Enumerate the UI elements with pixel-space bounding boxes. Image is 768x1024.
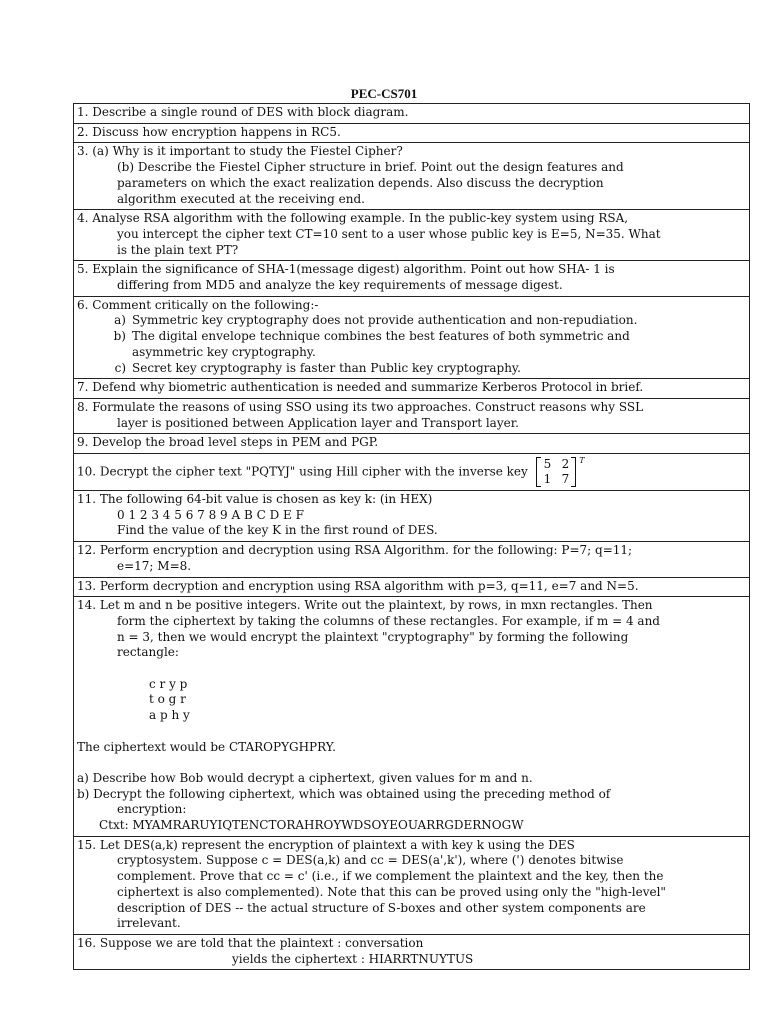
table-row — [74, 577, 750, 597]
question-15 — [74, 836, 750, 934]
question-text: 0 1 2 3 4 5 6 7 8 9 A B C D E F — [117, 507, 304, 522]
question-text: (b) Describe the Fiestel Cipher structure in brief. Point out the design features and — [117, 160, 624, 175]
table-row — [74, 104, 750, 124]
sub-item — [77, 329, 746, 345]
question-8 — [74, 398, 750, 433]
question-text: e=17; M=8. — [117, 558, 192, 573]
rectangle-row: t o g r — [149, 692, 186, 707]
rectangle-row: c r y p — [149, 676, 188, 691]
question-10 — [74, 454, 750, 491]
table-row — [74, 398, 750, 433]
question-text: encryption: — [117, 802, 187, 817]
question-12 — [74, 542, 750, 577]
question-text: ciphertext is also complemented). Note that this can be proved using only the "high-level" — [117, 884, 666, 899]
sub-item-text: Secret key cryptography is faster than Public key cryptography. — [132, 360, 521, 375]
matrix-cell: 5 — [543, 457, 552, 472]
question-text: description of DES -- the actual structure of S-boxes and other system components are — [117, 900, 646, 915]
table-row — [74, 935, 750, 970]
sub-item — [77, 345, 746, 361]
question-text: 16. Suppose we are told that the plaintext : conversation — [77, 936, 424, 950]
matrix-cell: 2 — [561, 457, 570, 472]
question-text: parameters on which the exact realization depends. Also discuss the decryption — [117, 175, 604, 190]
question-text: differing from MD5 and analyze the key requirements of message digest. — [117, 278, 563, 293]
question-11 — [74, 491, 750, 542]
table-row — [74, 210, 750, 261]
question-text: 1. Describe a single round of DES with block diagram. — [77, 105, 409, 119]
transpose-superscript: T — [579, 456, 585, 466]
table-row — [74, 261, 750, 296]
question-text: 9. Develop the broad level steps in PEM and PGP. — [77, 435, 379, 450]
table-row — [74, 454, 750, 491]
sub-item-text: Symmetric key cryptography does not provide authentication and non-repudiation. — [132, 313, 638, 328]
rectangle-row: a p h y — [149, 708, 190, 723]
question-text: 3. (a) Why is it important to study the Fiestel Cipher? — [77, 144, 403, 159]
question-text: a) Describe how Bob would decrypt a ciphertext, given values for m and n. — [77, 770, 533, 785]
question-table — [73, 103, 750, 970]
matrix-left-bracket — [536, 457, 541, 487]
page-title: PEC-CS701 — [350, 86, 418, 101]
question-text: 12. Perform encryption and decryption using RSA Algorithm. for the following: P=7; q=11; — [77, 543, 633, 558]
ciphertext-line: Ctxt: MYAMRARUYIQTENCTORAHROYWDSOYEOUARRGDERNOGW — [99, 818, 524, 833]
question-text: 15. Let DES(a,k) represent the encryption of plaintext a with key k using the DES — [77, 837, 575, 852]
question-4 — [74, 210, 750, 261]
question-text: irrelevant. — [117, 916, 181, 931]
question-text: b) Decrypt the following ciphertext, which was obtained using the preceding method of — [77, 786, 611, 801]
sub-item — [77, 313, 746, 329]
question-5 — [74, 261, 750, 296]
question-text: you intercept the cipher text CT=10 sent to a user whose public key is E=5, N=35. What — [117, 226, 661, 241]
table-row — [74, 542, 750, 577]
question-2 — [74, 123, 750, 143]
table-row — [74, 597, 750, 837]
table-row — [74, 379, 750, 399]
matrix-cell: 7 — [561, 472, 570, 487]
question-text: form the ciphertext by taking the columns of these rectangles. For example, if m = 4 and — [117, 613, 660, 628]
question-text: 10. Decrypt the cipher text "PQTYJ" using Hill cipher with the inverse key — [77, 464, 528, 479]
question-text: n = 3, then we would encrypt the plaintext "cryptography" by forming the following — [117, 629, 629, 644]
sub-item-label: b) — [113, 329, 126, 344]
sub-item-label: a) — [114, 313, 126, 328]
sub-item-text: asymmetric key cryptography. — [132, 344, 316, 359]
question-6 — [74, 296, 750, 379]
question-text: 6. Comment critically on the following:- — [77, 297, 319, 312]
question-text: 11. The following 64-bit value is chosen as key k: (in HEX) — [77, 492, 433, 507]
question-9 — [74, 434, 750, 454]
question-text: is the plain text PT? — [117, 242, 239, 257]
table-row — [74, 836, 750, 934]
question-text: algorithm executed at the receiving end. — [117, 191, 365, 206]
question-text: 14. Let m and n be positive integers. Write out the plaintext, by rows, in mxn rectangles. Then — [77, 598, 653, 613]
key-matrix — [536, 456, 585, 487]
question-text: 13. Perform decryption and encryption using RSA algorithm with p=3, q=11, e=7 and N=5. — [77, 578, 639, 593]
question-text: 2. Discuss how encryption happens in RC5. — [77, 124, 341, 139]
question-text: The ciphertext would be CTAROPYGHPRY. — [77, 739, 336, 754]
table-row — [74, 123, 750, 143]
question-16 — [74, 935, 750, 970]
question-13 — [74, 577, 750, 597]
question-text: 4. Analyse RSA algorithm with the following example. In the public-key system using RSA, — [77, 211, 629, 226]
question-text: 7. Defend why biometric authentication is needed and summarize Kerberos Protocol in brief. — [77, 380, 644, 395]
sub-item-label: c) — [114, 360, 126, 375]
question-text: layer is positioned between Application layer and Transport layer. — [117, 415, 519, 430]
question-7 — [74, 379, 750, 399]
question-text: complement. Prove that cc = c' (i.e., if we complement the plaintext and the key, then the — [117, 869, 664, 884]
question-text: 5. Explain the significance of SHA-1(message digest) algorithm. Point out how SHA- 1 is — [77, 262, 615, 277]
question-text: yields the ciphertext : HIARRTNUYTUS — [232, 951, 474, 966]
sub-item — [77, 361, 746, 377]
table-row — [74, 296, 750, 379]
question-text: Find the value of the key K in the first round of DES. — [117, 523, 438, 538]
question-14 — [74, 597, 750, 837]
table-row — [74, 491, 750, 542]
question-text: rectangle: — [117, 645, 179, 660]
question-text: 8. Formulate the reasons of using SSO using its two approaches. Construct reasons why SSL — [77, 399, 644, 414]
table-row — [74, 143, 750, 210]
matrix-cell: 1 — [543, 472, 552, 487]
matrix-right-bracket — [571, 457, 576, 487]
question-text: cryptosystem. Suppose c = DES(a,k) and cc = DES(a',k'), where (') denotes bitwise — [117, 853, 624, 868]
sub-item-text: The digital envelope technique combines the best features of both symmetric and — [132, 329, 630, 344]
table-row — [74, 434, 750, 454]
question-1 — [74, 104, 750, 124]
question-3 — [74, 143, 750, 210]
